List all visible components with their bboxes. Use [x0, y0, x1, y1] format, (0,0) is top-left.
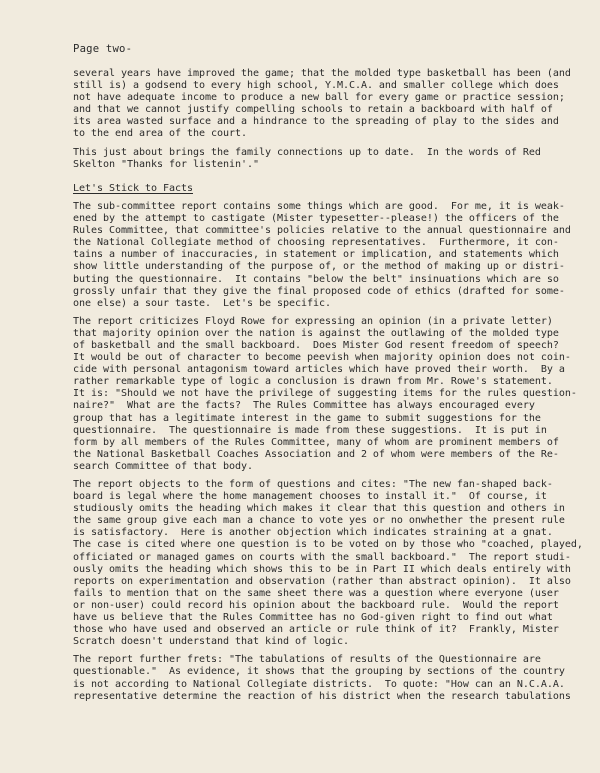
text-line: questionnaire. The questionnaire is made from these suggestions. It is put in — [73, 424, 547, 436]
text-line: is satisfactory. Here is another objection which indicates straining at a gnat. — [73, 527, 553, 539]
text-line: naire?" What are the facts? The Rules Committee has always encouraged every — [73, 400, 535, 412]
section-heading — [73, 183, 568, 195]
paragraph-tabulations — [73, 654, 571, 702]
text-line: studiously omits the heading which makes it clear that this question and others in — [73, 503, 565, 515]
text-line: The report further frets: "The tabulations of results of the Questionnaire are — [73, 654, 541, 666]
text-line: tains a number of inaccuracies, in statement or implication, and statements which — [73, 249, 559, 261]
text-line: not have adequate income to produce a new ball for every game or practice session; — [73, 92, 565, 104]
text-line: cide with personal antagonism toward articles which have proved their worth. By a — [73, 364, 565, 376]
text-line: or non-user) could record his opinion about the backboard rule. Would the report — [73, 599, 559, 611]
text-line: and that we cannot justify compelling schools to retain a backboard with half of — [73, 104, 553, 116]
text-line: buting the questionnaire. It contains "below the belt" insinuations which are so — [73, 273, 559, 285]
text-line: grossly unfair that they give the final proposed code of ethics (drafted for some- — [73, 285, 565, 297]
text-line: Skelton "Thanks for listenin'." — [73, 158, 259, 170]
text-line: the National Collegiate method of choosing representatives. Furthermore, it con- — [73, 237, 559, 249]
text-line: The case is cited where one question is to be voted on by those who "coached, played, — [73, 539, 583, 551]
text-line: form by all members of the Rules Committee, many of whom are prominent members of — [73, 436, 559, 448]
text-line: questionable." As evidence, it shows that the grouping by sections of the country — [73, 666, 565, 678]
text-line: search Committee of that body. — [73, 460, 253, 472]
text-line: show little understanding of the purpose of, or the method of making up or distri- — [73, 261, 565, 273]
text-line: The sub-committee report contains some things which are good. For me, it is weak- — [73, 200, 565, 212]
section-heading-text: Let's Stick to Facts — [73, 182, 193, 194]
text-line: that majority opinion over the nation is against the outlawing of the molded type — [73, 327, 559, 339]
text-line: its area wasted surface and a hindrance to the spreading of play to the sides and — [73, 116, 559, 128]
text-line: representative determine the reaction of his district when the research tabulations — [73, 690, 571, 702]
text-line: group that has a legitimate interest in the game to submit suggestions for the — [73, 412, 541, 424]
text-line: those who have used and observed an article or rule think of it? Frankly, Mister — [73, 624, 559, 636]
text-line: The report objects to the form of questions and cites: "The new fan-shaped back- — [73, 479, 553, 490]
paragraph-sub-committee — [73, 200, 571, 310]
text-line: It would be out of character to become peevish when majority opinion does not coin- — [73, 352, 571, 364]
text-line: have us believe that the Rules Committee has no God-given right to find out what — [73, 612, 553, 624]
text-line: is not according to National Collegiate districts. To quote: "How can an N.C.A.A. — [73, 678, 565, 690]
paragraph-family-connections — [73, 147, 568, 171]
text-line: one else) a sour taste. Let's be specific. — [73, 297, 331, 309]
text-line: the same group give each man a chance to vote yes or no onwhether the present rule — [73, 515, 565, 527]
text-line: Rules Committee, that committee's policies relative to the annual questionnaire and — [73, 225, 571, 237]
text-line: ously omits the heading which shows this to be in Part II which deals entirely with — [73, 563, 571, 575]
document-body — [73, 68, 583, 703]
text-line: rather remarkable type of logic a conclusion is drawn from Mr. Rowe's statement. — [73, 376, 553, 388]
text-line: fails to mention that on the same sheet there was a question where everyone (user — [73, 587, 559, 599]
paragraph-form-of-questions — [73, 479, 583, 648]
text-line: to the end area of the court. — [73, 128, 247, 140]
text-line: the National Basketball Coaches Association and 2 of whom were members of the Re- — [73, 448, 559, 460]
paragraph-continuation — [73, 68, 571, 141]
text-line: The report criticizes Floyd Rowe for expressing an opinion (in a private letter) — [73, 315, 553, 327]
text-line: of basketball and the small backboard. Does Mister God resent freedom of speech? — [73, 339, 559, 351]
page-header: Page two- — [73, 43, 133, 55]
text-line: board is legal where the home management chooses to install it." Of course, it — [73, 491, 547, 503]
text-line: ened by the attempt to castigate (Mister typesetter--please!) the officers of the — [73, 213, 559, 225]
paragraph-floyd-rowe — [73, 315, 577, 473]
text-line: officiated or managed games on courts with the small backboard." The report studi- — [73, 551, 571, 563]
text-line: Scratch doesn't understand that kind of logic. — [73, 636, 349, 648]
text-line: reports on experimentation and observation (rather than abstract opinion). It also — [73, 575, 571, 587]
text-line: several years have improved the game; that the molded type basketball has been (and — [73, 68, 571, 79]
text-line: It is: "Should we not have the privilege of suggesting items for the rules question- — [73, 388, 577, 400]
text-line: This just about brings the family connections up to date. In the words of Red — [73, 146, 541, 158]
text-line: still is) a godsend to every high school, Y.M.C.A. and smaller college which does — [73, 80, 559, 92]
